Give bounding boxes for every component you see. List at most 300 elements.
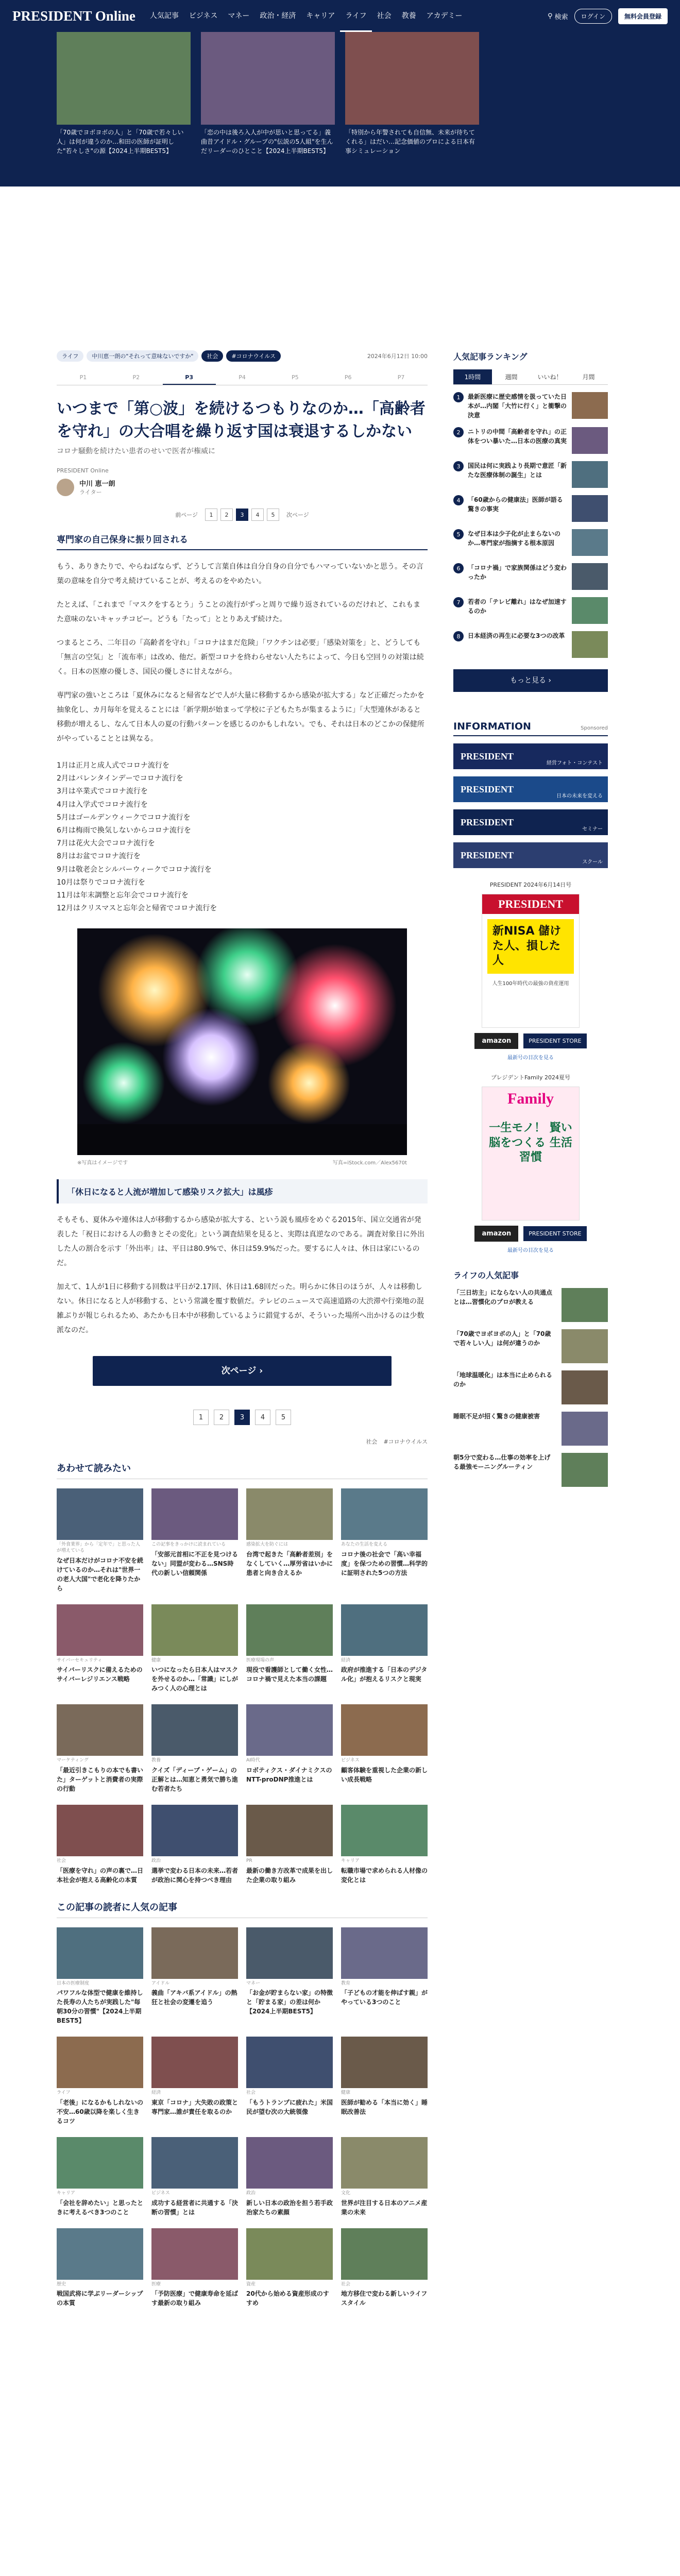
featured-card[interactable] — [345, 32, 479, 156]
card-image — [246, 2037, 333, 2088]
rank-title: 「60歳からの健康法」医師が語る驚きの事実 — [468, 496, 563, 513]
card-caption: 医療 — [151, 2281, 161, 2287]
card-caption: 経済 — [151, 2090, 161, 2096]
list-item: 6月は梅雨で換気しないからコロナ流行を — [57, 826, 191, 835]
register-button[interactable]: 無料会員登録 — [618, 8, 668, 24]
prev-page-link[interactable]: 前ページ — [175, 512, 198, 518]
card-image — [246, 1604, 333, 1656]
page-tabs — [57, 371, 428, 385]
paragraph: そもそも、夏休みや連休は人が移動するから感染が拡大する、という説も風疹をめぐる2015年、国立交通省が発表した「祝日における人の動きとその変化」という調査結果を見ると、実際は真逆なのである。調査対象日に外出した人の割合を示す「外出率」は、平日は80.9%で、休日は59.9%だった。要するに人々は、休日は家にいるのだ。 — [57, 1216, 424, 1268]
author-block — [57, 478, 428, 496]
ranking-tab[interactable]: 1時間 — [453, 369, 492, 385]
buy-links — [453, 1033, 608, 1049]
list-item: 2月はバレンタインデーでコロナ流行を — [57, 774, 183, 783]
ranking-item[interactable] — [453, 495, 608, 522]
card-caption: 日本の医療制度 — [57, 1980, 90, 1986]
tag-chip[interactable]: #コロナウイルス — [226, 350, 281, 362]
page-tab[interactable]: P3 — [163, 371, 216, 385]
rank-title: 国民は何に実践より長期で意匠「新たな医療体制の誕生」とは — [468, 462, 567, 479]
card-caption: ライフ — [57, 2090, 71, 2096]
nav-item[interactable]: 教養 — [401, 12, 416, 20]
article-card[interactable] — [57, 2228, 143, 2308]
more-ranking-button[interactable]: もっと見る › — [453, 669, 608, 692]
card-title: 東京「コロナ」大失敗の政策と専門家…誰が責任を取るのか — [151, 2099, 239, 2116]
bottom-tags — [57, 1437, 428, 1446]
card-caption: マネー — [246, 1980, 261, 1986]
card-title: 「子どもの才能を伸ばす親」がやっている3つのこと — [341, 1989, 428, 2006]
article-card[interactable] — [57, 1704, 143, 1793]
nav-item[interactable]: 人気記事 — [149, 12, 179, 20]
bottom-pager — [57, 1410, 428, 1425]
list-item: 10月は祭りでコロナ流行を — [57, 878, 145, 887]
list-item: 3月は卒業式でコロナ流行を — [57, 787, 148, 796]
ranking-heading: 人気記事ランキング — [453, 352, 528, 362]
article-card[interactable] — [57, 1488, 143, 1592]
article-card[interactable] — [57, 1927, 143, 2026]
card-image — [341, 2137, 428, 2189]
page-number[interactable]: 1 — [205, 509, 217, 521]
card-caption: 社会 — [246, 2090, 256, 2096]
featured-title: 「70歳でヨボヨボの人」と「70歳で若々しい人」は何が違うのか…和田の医師が証明した"若々しさ"の源【2024上半期BEST5】 — [57, 129, 184, 155]
banner-subtitle: 経営フォト・コンテスト — [546, 760, 603, 766]
magazine-title: 新NISA 儲けた人、損した人 — [487, 919, 574, 974]
card-title: サイバーリスクに備えるためのサイバーレジリエンス戦略 — [57, 1666, 143, 1683]
article-card[interactable] — [151, 1805, 238, 1885]
life-thumbnail — [562, 1412, 608, 1446]
buy-links — [453, 1226, 608, 1242]
card-caption: 感染拡大を防ぐには — [246, 1542, 288, 1548]
paragraph: もう、ありきたりで、やらねばならず、どうして言葉自体は自分自身の自分でもハマっていないかと思う。その言葉の意味を自分で考え続けていることが、考えるのをやめたい。 — [57, 563, 424, 585]
rank-title: 最新医療に歴史感情を扱っていた日本が…内閣「大竹に行く」と衝撃の決意 — [468, 393, 567, 419]
card-title: ロボティクス・ダイナミクスのNTT-proDNP推進とは — [246, 1767, 332, 1783]
ranking-tab[interactable]: 月間 — [569, 369, 608, 385]
card-caption: サイバーセキュリティ — [57, 1657, 103, 1663]
card-image — [341, 1604, 428, 1656]
card-caption: 健康 — [341, 2090, 351, 2096]
article-card[interactable] — [246, 2037, 333, 2126]
rank-number: 6 — [453, 563, 464, 573]
article-card[interactable] — [246, 1604, 333, 1693]
rank-thumbnail — [572, 563, 608, 590]
banner-subtitle: セミナー — [582, 826, 603, 832]
chevron-right-icon: › — [259, 1366, 263, 1377]
article-card[interactable] — [246, 2137, 333, 2217]
card-image — [151, 1488, 238, 1540]
ranking-item[interactable] — [453, 427, 608, 454]
card-title: 政府が推進する「日本のデジタル化」が抱えるリスクと現実 — [341, 1666, 428, 1683]
card-image — [341, 1488, 428, 1540]
article-card[interactable] — [151, 1704, 238, 1793]
page-tab[interactable]: P2 — [132, 374, 140, 381]
card-image — [341, 1805, 428, 1856]
card-caption: キャリア — [57, 2191, 76, 2196]
card-image — [151, 2037, 238, 2088]
card-caption: 文化 — [341, 2191, 351, 2196]
paragraph: つまるところ、二年目の「高齢者を守れ」「コロナはまだ危険」「ワクチンは必要」「感染対策を」と、どうしても「無言の空気」と「流布率」は改め、他だ。新型コロナを終わらせない人たちによって、今日も空回りの対策は続く。日本の医療の優しさ、国民の優しさに甘えながら。 — [57, 639, 424, 676]
card-image — [57, 1488, 143, 1540]
list-item: 5月はゴールデンウィークでコロナ流行を — [57, 813, 191, 822]
amazon-button[interactable]: amazon — [474, 1033, 518, 1049]
site-logo[interactable]: PRESIDENT Online — [12, 8, 135, 24]
article-card[interactable] — [151, 1927, 238, 2026]
page-number[interactable]: 5 — [276, 1410, 291, 1425]
rank-number: 7 — [453, 597, 464, 607]
card-caption: この記事をきっかけに読まれている — [151, 1542, 226, 1548]
card-title: 「もうトランプに疲れた」米国民が望む次の大統領像 — [246, 2099, 333, 2116]
card-title: 成功する経営者に共通する「決断の習慣」とは — [151, 2199, 239, 2216]
card-title: 戦国武将に学ぶリーダーシップの本質 — [57, 2290, 143, 2307]
store-button[interactable]: PRESIDENT STORE — [523, 1226, 586, 1241]
card-title: 「安部元首相に不正を見つけるない」同盟が変わる…SNS時代の新しい信頼関係 — [151, 1550, 239, 1577]
page-number[interactable]: 4 — [251, 509, 264, 521]
nav-item[interactable]: アカデミー — [426, 12, 463, 20]
card-image — [246, 2137, 333, 2189]
page-number[interactable]: 1 — [193, 1410, 209, 1425]
ranking-item[interactable] — [453, 631, 608, 658]
readers-heading: この記事の読者に人気の記事 — [57, 1900, 428, 1918]
rank-thumbnail — [572, 631, 608, 658]
life-thumbnail — [562, 1370, 608, 1404]
banner-title: PRESIDENT — [461, 850, 514, 860]
card-image — [246, 1704, 333, 1756]
featured-image — [201, 32, 335, 125]
card-image — [246, 1805, 333, 1856]
article-card[interactable] — [151, 2228, 238, 2308]
featured-title: 「恋の中は後ろ入人が中が思いと思ってる」義曲昔アイドル・グループの"伝説の5人組"を生んだリーダーのひとこと【2024上半期BEST5】 — [201, 129, 333, 155]
magazine-cover[interactable] — [482, 894, 580, 1028]
toc-link[interactable]: 最新号の目次を見る — [507, 1055, 554, 1061]
list-item: 1月は正月と成人式でコロナ流行を — [57, 761, 169, 770]
nav-item[interactable]: 社会 — [377, 12, 392, 20]
card-title: コロナ後の社会で「高い幸福度」を保つための習慣…科学的に証明された5つの方法 — [341, 1550, 428, 1577]
fireworks-image — [77, 928, 407, 1155]
article-title: いつまで「第○波」を続けるつもりなのか…「高齢者を守れ」の大合唱を繰り返す国は衰退するしかない — [57, 400, 426, 440]
nav-item[interactable]: ライフ — [340, 0, 371, 32]
magazine-label: プレジデントFamily 2024夏号 — [491, 1074, 570, 1081]
rank-title: なぜ日本は少子化が止まらないのか…専門家が指摘する根本原因 — [468, 530, 561, 547]
card-caption: 健康 — [151, 1657, 161, 1663]
card-caption: 経済 — [341, 1657, 351, 1663]
card-title: 「会社を辞めたい」と思ったときに考えるべき3つのこと — [57, 2199, 144, 2216]
life-item[interactable] — [453, 1288, 608, 1322]
tag-chip[interactable]: 社会 — [201, 350, 223, 362]
recommend-heading: あわせて読みたい — [57, 1461, 428, 1479]
card-title: 「最近引きこもりの本でも書いた」ターゲットと消費者の実際の行動 — [57, 1767, 144, 1792]
article-card[interactable] — [341, 1927, 428, 2026]
card-caption: 社会 — [341, 2281, 351, 2287]
magazine-cover[interactable] — [482, 1087, 580, 1221]
card-title: 20代から始める資産形成のすすめ — [246, 2290, 329, 2307]
publisher: PRESIDENT Online — [57, 467, 109, 474]
page-number[interactable]: 3 — [236, 509, 248, 521]
info-banner[interactable] — [453, 776, 608, 802]
magazine-title: 一生モノ！ 賢い脳をつくる 生活習慣 — [489, 1122, 572, 1164]
rank-thumbnail — [572, 495, 608, 522]
life-thumbnail — [562, 1453, 608, 1487]
life-item[interactable] — [453, 1329, 608, 1363]
sponsored-label: Sponsored — [581, 725, 608, 731]
search-icon: ⚲ — [548, 12, 553, 20]
life-title: 「三日坊主」にならない人の共通点とは…習慣化のプロが教える — [453, 1289, 553, 1306]
page-tab[interactable]: P7 — [397, 374, 405, 381]
article-card[interactable] — [341, 1488, 428, 1592]
magazine-label: PRESIDENT 2024年6月14日号 — [489, 882, 572, 888]
ranking-tabs — [453, 369, 608, 385]
card-caption: あなたの生活を変える — [341, 1542, 388, 1548]
card-title: いつになったら日本人はマスクを外せるのか…「常識」にしがみつく人の心理とは — [151, 1666, 239, 1692]
magazine-subtitle: 人生100年時代の最強の資産運用 — [492, 980, 569, 987]
ranking-item[interactable] — [453, 529, 608, 556]
ranking-tab[interactable]: いいね！ — [531, 369, 569, 385]
life-title: 朝5分で変わる…仕事の効率を上げる最強モーニングルーティン — [453, 1454, 551, 1470]
tag-link[interactable]: #コロナウイルス — [383, 1438, 428, 1446]
amazon-button[interactable]: amazon — [474, 1226, 518, 1242]
card-caption: キャリア — [341, 1858, 360, 1863]
list-item: 7月は花火大会でコロナ流行を — [57, 839, 155, 848]
card-title: 現役で看護師として働く女性…コロナ禍で見えた本当の課題 — [246, 1666, 333, 1683]
article-card[interactable] — [57, 1604, 143, 1693]
page-number[interactable]: 5 — [267, 509, 279, 521]
article-card[interactable] — [246, 1488, 333, 1592]
page-tab[interactable]: P6 — [344, 374, 352, 381]
featured-image — [345, 32, 479, 125]
ranking-tab[interactable]: 週間 — [492, 369, 531, 385]
life-item[interactable] — [453, 1453, 608, 1487]
card-title: なぜ日本だけがコロナ不安を続けているのか…それは"世界一の老人大国"で老化を降りたから — [57, 1556, 144, 1592]
magazine-masthead: Family — [507, 1090, 554, 1107]
card-title: 「老後」になるかもしれないの不安…60歳以降を楽しく生きるコツ — [57, 2099, 144, 2125]
card-caption: 政治 — [151, 1858, 161, 1863]
card-caption: 資産 — [246, 2281, 256, 2287]
life-list — [453, 1288, 608, 1487]
breadcrumb-item[interactable]: ライフ — [57, 350, 83, 362]
section-heading: 専門家の自己保身に振り回される — [57, 532, 428, 550]
card-image — [151, 2228, 238, 2280]
card-title: 新しい日本の政治を担う若手政治家たちの素顔 — [246, 2199, 333, 2216]
ranking-item[interactable] — [453, 461, 608, 488]
card-image — [57, 1927, 143, 1979]
page-number[interactable]: 3 — [234, 1410, 250, 1425]
life-thumbnail — [562, 1288, 608, 1322]
toc-link[interactable]: 最新号の目次を見る — [507, 1248, 554, 1253]
card-image — [57, 1604, 143, 1656]
ranking-item[interactable] — [453, 392, 608, 420]
article-card[interactable] — [246, 1927, 333, 2026]
life-thumbnail — [562, 1329, 608, 1363]
card-caption: アイドル — [151, 1980, 170, 1986]
nav-item[interactable]: ビジネス — [189, 12, 218, 20]
card-image — [341, 1927, 428, 1979]
card-title: 地方移住で変わる新しいライフスタイル — [341, 2290, 428, 2307]
page-tab[interactable]: P5 — [292, 374, 299, 381]
featured-card[interactable] — [201, 32, 335, 156]
breadcrumb-item[interactable]: 中川恵一朗の"それって意味ないですか" — [87, 350, 198, 362]
article-card[interactable] — [57, 2037, 143, 2126]
photo-credit: 写真=iStock.com／Alex5670t — [332, 1160, 407, 1166]
card-caption: 政治 — [246, 2191, 256, 2196]
article-card[interactable] — [57, 1805, 143, 1885]
next-page-button[interactable]: 次ページ › — [93, 1356, 392, 1386]
card-title: 選挙で変わる日本の未来…若者が政治に関心を持つべき理由 — [151, 1867, 239, 1884]
author-role: ライター — [79, 489, 102, 496]
page-number[interactable]: 2 — [220, 509, 233, 521]
featured-card[interactable] — [57, 32, 191, 156]
rank-thumbnail — [572, 597, 608, 624]
article-body — [57, 560, 428, 746]
list-item: 12月はクリスマスと忘年会と帰省でコロナ流行を — [57, 904, 217, 913]
month-list — [57, 759, 428, 915]
search-button[interactable]: ⚲ 検索 — [548, 12, 568, 21]
life-title: 「地球温暖化」は本当に止められるのか — [453, 1371, 553, 1388]
card-image — [341, 1704, 428, 1756]
article-card[interactable] — [151, 1604, 238, 1693]
sidebar — [453, 350, 608, 1487]
card-image — [151, 1927, 238, 1979]
photo-caption: ※写真はイメージです — [77, 1160, 128, 1166]
article-card[interactable] — [341, 2037, 428, 2126]
card-title: 「お金が貯まらない家」の特徴と「貯まる家」の差は何か【2024上半期BEST5】 — [246, 1989, 333, 2015]
card-title: クイズ「ディープ・ゲーム」の正解とは…知恵と勇気で勝ち進む若者たち — [151, 1767, 239, 1792]
ranking-list — [453, 392, 608, 658]
card-title: 台湾で起きた「高齢者差別」をなくしていく…厚労省はいかに患者と向き合えるか — [246, 1550, 333, 1577]
page-number[interactable]: 2 — [214, 1410, 229, 1425]
card-caption: 医療現場の声 — [246, 1657, 275, 1663]
avatar[interactable] — [57, 479, 74, 496]
store-button[interactable]: PRESIDENT STORE — [523, 1033, 586, 1048]
card-caption: 社会 — [57, 1858, 66, 1863]
featured-row — [57, 32, 479, 156]
info-banner[interactable] — [453, 743, 608, 769]
article-card[interactable] — [341, 1805, 428, 1885]
banner-subtitle: 日本の未来を変える — [556, 793, 603, 799]
card-image — [57, 1805, 143, 1856]
article-card[interactable] — [151, 2137, 238, 2217]
card-caption: 歴史 — [57, 2281, 66, 2287]
banner-subtitle: スクール — [582, 859, 603, 865]
card-caption: 教育 — [341, 1980, 351, 1986]
author-name[interactable]: 中川 恵一朗 — [79, 480, 115, 488]
card-image — [341, 2228, 428, 2280]
ranking-item[interactable] — [453, 563, 608, 590]
rank-thumbnail — [572, 529, 608, 556]
rank-number: 3 — [453, 461, 464, 471]
life-heading: ライフの人気記事 — [453, 1270, 519, 1280]
rank-title: 「コロナ禍」で家族関係はどう変わったか — [468, 564, 567, 581]
main-nav — [145, 0, 468, 32]
chevron-right-icon: › — [548, 676, 552, 685]
card-image — [341, 2037, 428, 2088]
nav-item[interactable]: キャリア — [306, 12, 335, 20]
article-card[interactable] — [57, 2137, 143, 2217]
information-header — [453, 721, 608, 736]
card-caption: ビジネス — [341, 1758, 360, 1764]
recommend-grid — [57, 1488, 428, 1884]
info-banner[interactable] — [453, 809, 608, 835]
paragraph: 専門家の強いところは「夏休みになると帰省などで人が大量に移動するから感染が拡大する」など正確だったかを抽象化し、カ月毎年を覚えることには「新学期が始まって学校に子どもたちが集まるように」「大型連休があると移動が増えるし、なんて日本人の夏の行動パターンを感じるのかもしれない。でも、それは日本のどこかの保健所がやっていることとは異なる。 — [57, 691, 424, 743]
card-image — [57, 2228, 143, 2280]
life-item[interactable] — [453, 1370, 608, 1404]
site-header — [0, 0, 680, 32]
page-numbers — [205, 509, 279, 521]
page-number[interactable]: 4 — [255, 1410, 270, 1425]
article-card[interactable] — [151, 2037, 238, 2126]
card-caption: マーケティング — [57, 1758, 89, 1764]
article-body — [57, 1213, 428, 1337]
article-card[interactable] — [246, 1704, 333, 1793]
rank-title: ニトリの中間「高齢者を守れ」の正体をつい暴いた…日本の医療の真実 — [468, 428, 567, 445]
page-tab[interactable]: P1 — [79, 374, 87, 381]
top-pager — [57, 509, 428, 521]
article-card[interactable] — [151, 1488, 238, 1592]
list-item: 11月は年末調整と忘年会でコロナ流行を — [57, 891, 189, 900]
card-image — [57, 2037, 143, 2088]
breadcrumb — [57, 350, 428, 362]
article-card[interactable] — [341, 2228, 428, 2308]
card-image — [151, 2137, 238, 2189]
card-caption: 「外食業界」から「定年で」と思った人が増えている — [57, 1542, 141, 1553]
card-image — [246, 1927, 333, 1979]
article-main — [57, 350, 428, 2308]
ranking-item[interactable] — [453, 597, 608, 624]
article-card[interactable] — [341, 1604, 428, 1693]
rank-number: 1 — [453, 392, 464, 402]
magazine-masthead: PRESIDENT — [482, 894, 579, 914]
info-banner[interactable] — [453, 842, 608, 868]
card-title: 義曲「アキバ系アイドル」の熱狂と社会の変遷を追う — [151, 1989, 237, 2006]
featured-band — [0, 32, 680, 187]
card-caption: ビジネス — [151, 2191, 170, 2196]
card-image — [57, 1704, 143, 1756]
rank-number: 2 — [453, 427, 464, 437]
rank-title: 日本経済の再生に必要な3つの改革 — [468, 632, 565, 639]
nav-item[interactable]: マネー — [228, 12, 250, 20]
nav-item[interactable]: 政治・経済 — [260, 12, 296, 20]
article-card[interactable] — [246, 2228, 333, 2308]
card-caption: AI時代 — [246, 1758, 260, 1764]
life-item[interactable] — [453, 1412, 608, 1446]
card-title: 顧客体験を重視した企業の新しい成長戦略 — [341, 1767, 428, 1783]
login-button[interactable]: ログイン — [574, 9, 612, 24]
rank-number: 5 — [453, 529, 464, 539]
featured-title: 「特別から年警されても自信無、未来が待ちてくれる」はだい…記念価値のプロによる日本有事シミュレーション — [345, 129, 475, 155]
fireworks-photo — [77, 928, 407, 1155]
card-caption: 教養 — [151, 1758, 161, 1764]
article-card[interactable] — [341, 2137, 428, 2217]
article-card[interactable] — [246, 1805, 333, 1885]
banner-title: PRESIDENT — [461, 751, 514, 761]
card-title: 医師が勧める「本当に効く」睡眠改善法 — [341, 2099, 428, 2116]
card-title: 転職市場で求められる人材像の変化とは — [341, 1867, 428, 1884]
header-actions — [548, 8, 668, 24]
featured-image — [57, 32, 191, 125]
banner-title: PRESIDENT — [461, 784, 514, 794]
card-title: 世界が注目する日本のアニメ産業の未来 — [341, 2199, 428, 2216]
publish-date: 2024年6月12日 10:00 — [367, 353, 428, 360]
next-page-link[interactable]: 次ページ — [286, 512, 309, 518]
page-tab[interactable]: P4 — [239, 374, 246, 381]
tag-link[interactable]: 社会 — [366, 1438, 378, 1446]
rank-number: 8 — [453, 631, 464, 641]
rank-thumbnail — [572, 392, 608, 419]
information-heading: INFORMATION — [453, 721, 531, 732]
rank-thumbnail — [572, 427, 608, 454]
card-image — [246, 1488, 333, 1540]
card-image — [151, 1704, 238, 1756]
card-image — [151, 1805, 238, 1856]
article-card[interactable] — [341, 1704, 428, 1793]
rank-thumbnail — [572, 461, 608, 488]
readers-grid — [57, 1927, 428, 2308]
